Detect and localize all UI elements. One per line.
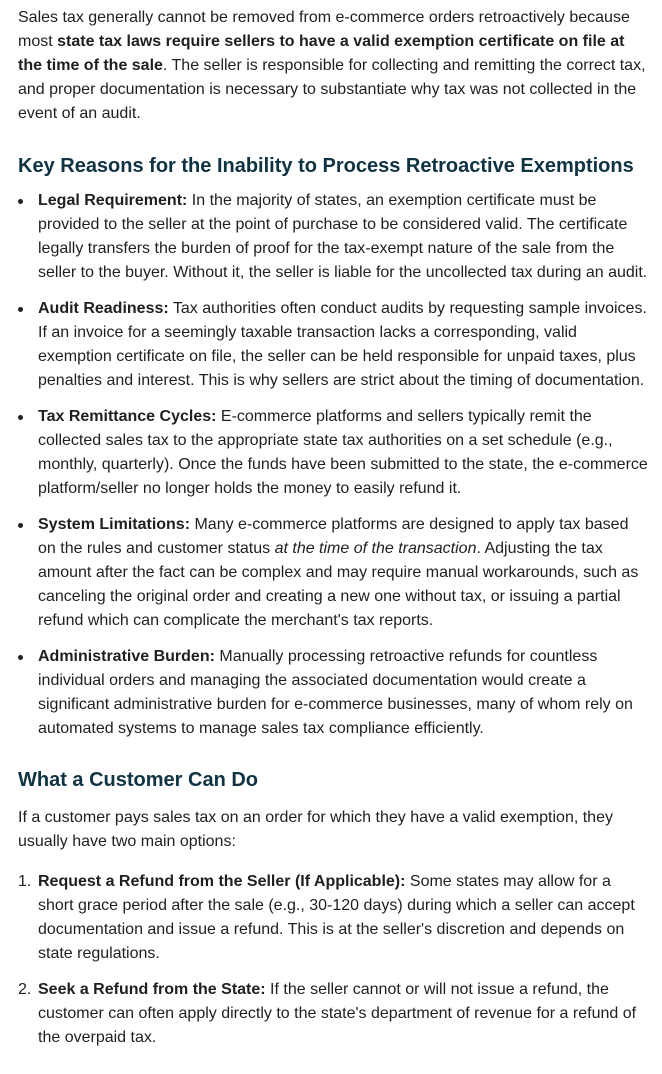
term-audit-readiness: Audit Readiness: — [38, 300, 169, 317]
term-refund-from-seller: Request a Refund from the Seller (If Applicable): — [38, 873, 406, 890]
list-item-tax-remittance-cycles — [18, 405, 650, 501]
list-number: 1. — [18, 873, 32, 890]
bullet-dot-icon — [18, 655, 23, 660]
text-audit-readiness: Tax authorities often conduct audits by requesting sample invoices. If an invoice for a seemingly taxable transaction lacks a corresponding, valid exemption certificate on file, the seller can be held responsible for unpaid taxes, plus penalties and interest. This is why sellers are strict about the timing of documentation. — [38, 300, 647, 389]
text-system-limitations-end: . Adjusting the tax amount after the fact can be complex and may require manual workarounds, such as canceling the original order and creating a new one without tax, or issuing a partial refund which can complicate the merchant's tax reports. — [38, 540, 639, 629]
term-administrative-burden: Administrative Burden: — [38, 648, 215, 665]
text-system-limitations-start: Many e-commerce platforms are designed to apply tax based on the rules and customer status — [38, 516, 629, 557]
list-item-administrative-burden — [18, 645, 650, 741]
intro-paragraph — [18, 6, 650, 126]
text-refund-from-state: If the seller cannot or will not issue a refund, the customer can often apply directly to the state's department of revenue for a refund of the overpaid tax. — [38, 981, 637, 1046]
text-refund-from-seller: Some states may allow for a short grace period after the sale (e.g., 30-120 days) during which a seller can accept documentation and issue a refund. This is at the seller's discretion and depends on state regulations. — [38, 873, 635, 962]
can-do-intro-paragraph: If a customer pays sales tax on an order for which they have a valid exemption, they usually have two main options: — [18, 809, 613, 850]
term-system-limitations: System Limitations: — [38, 516, 191, 533]
term-refund-from-state: Seek a Refund from the State: — [38, 981, 266, 998]
intro-bold-text: state tax laws require sellers to have a valid exemption certificate on file at the time of the sale — [18, 33, 625, 74]
intro-text-end: . The seller is responsible for collecting and remitting the correct tax, and proper documentation is necessary to substantiate why tax was not collected in the event of an audit. — [18, 57, 646, 122]
italic-at-time-of-transaction: at the time of the transaction — [274, 540, 477, 557]
list-item-legal-requirement — [18, 189, 650, 285]
reasons-list — [18, 189, 650, 741]
intro-text-start: Sales tax generally cannot be removed from e-commerce orders retroactively because most — [18, 9, 630, 50]
bullet-dot-icon — [18, 307, 23, 312]
text-administrative-burden: Manually processing retroactive refunds for countless individual orders and managing the associated documentation would create a significant administrative burden for e-commerce businesses, many of whom rely on automated systems to manage sales tax compliance efficiently. — [38, 648, 633, 737]
term-tax-remittance-cycles: Tax Remittance Cycles: — [38, 408, 217, 425]
text-legal-requirement: In the majority of states, an exemption certificate must be provided to the seller at the point of purchase to be considered valid. The certificate legally transfers the burden of proof for the tax-exempt nature of the sale from the seller to the buyer. Without it, the seller is liable for the uncollected tax during an audit. — [38, 192, 648, 281]
list-item-system-limitations — [18, 513, 650, 633]
heading-what-customer-can-do: What a Customer Can Do — [18, 769, 259, 791]
list-item-refund-from-seller — [18, 870, 650, 966]
list-item-audit-readiness — [18, 297, 650, 393]
text-tax-remittance-cycles: E-commerce platforms and sellers typically remit the collected sales tax to the appropriate state tax authorities on a set schedule (e.g., monthly, quarterly). Once the funds have been submitted to the state, the e-commerce platform/seller no longer holds the money to easily refund it. — [38, 408, 648, 497]
options-list — [18, 870, 650, 1050]
list-item-refund-from-state — [18, 978, 650, 1050]
bullet-dot-icon — [18, 199, 23, 204]
list-number: 2. — [18, 981, 32, 998]
bullet-dot-icon — [18, 523, 23, 528]
heading-key-reasons: Key Reasons for the Inability to Process Retroactive Exemptions — [18, 155, 634, 177]
bullet-dot-icon — [18, 415, 23, 420]
term-legal-requirement: Legal Requirement: — [38, 192, 188, 209]
